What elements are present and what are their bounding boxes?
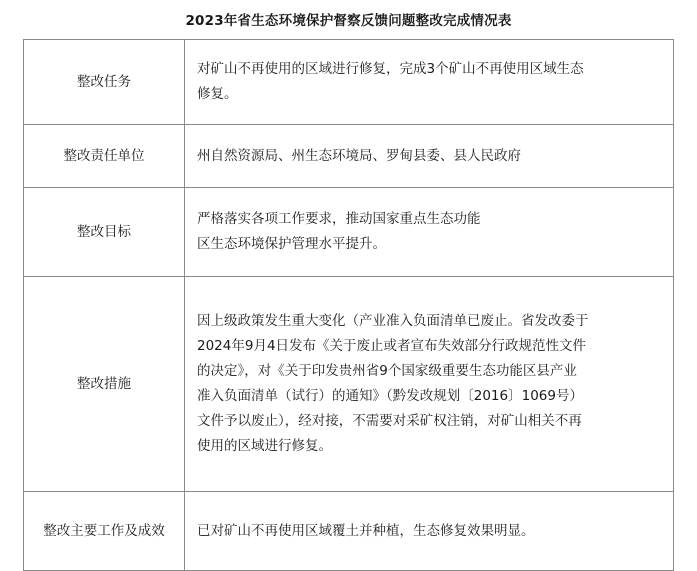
row-value-responsible-unit: [185, 125, 674, 188]
text-line: 2024年9月4日发布《关于废止或者宣布失效部分行政规范性文件: [197, 338, 587, 355]
row-value-measures: [185, 277, 674, 492]
table-row: [24, 188, 674, 277]
table-row: [24, 277, 674, 492]
text-line: 对矿山不再使用的区域进行修复，完成3个矿山不再使用区域生态: [197, 61, 584, 78]
table-row: [24, 40, 674, 125]
text-line: 修复。: [197, 86, 238, 102]
page-title: 2023年省生态环境保护督察反馈问题整改完成情况表: [185, 13, 512, 29]
row-label-main-work-and-results: 整改主要工作及成效: [24, 492, 185, 571]
row-value-task: [185, 40, 674, 125]
text-line: 区生态环境保护管理水平提升。: [197, 236, 386, 252]
text-line: 州自然资源局、州生态环境局、罗甸县委、县人民政府: [197, 147, 521, 164]
text-line: 已对矿山不再使用区域覆土并种植，生态修复效果明显。: [197, 522, 535, 539]
text-line: 因上级政策发生重大变化（产业准入负面清单已废止。省发改委于: [197, 313, 589, 330]
row-value-goal: [185, 188, 674, 277]
row-label-responsible-unit: 整改责任单位: [24, 125, 185, 188]
table-row: [24, 125, 674, 188]
text-line: 的决定》，对《关于印发贵州省9个国家级重要生态功能区县产业: [197, 363, 577, 380]
table-row: [24, 492, 674, 571]
text-line: 使用的区域进行修复。: [197, 437, 332, 454]
row-value-main-work-and-results: [185, 492, 674, 571]
text-line: 准入负面清单（试行）的通知》（黔发改规划〔2016〕1069号）: [197, 388, 583, 404]
rectification-table: [23, 39, 674, 571]
text-line: 文件予以废止），经对接，不需要对采矿权注销，对矿山相关不再: [197, 412, 582, 429]
row-label-goal: 整改目标: [24, 188, 185, 277]
text-line: 严格落实各项工作要求，推动国家重点生态功能: [197, 211, 481, 228]
row-label-measures: 整改措施: [24, 277, 185, 492]
row-label-task: 整改任务: [24, 40, 185, 125]
